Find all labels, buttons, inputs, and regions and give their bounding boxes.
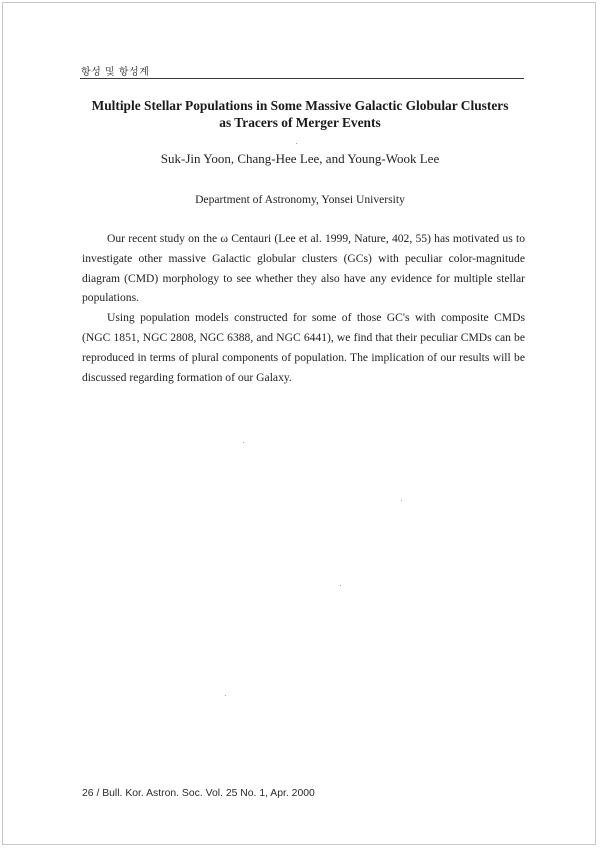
page-footer: 26 / Bull. Kor. Astron. Soc. Vol. 25 No. 1, Apr. 2000 — [82, 788, 315, 799]
scan-speck — [401, 500, 402, 501]
abstract-paragraph-1: Our recent study on the ω Centauri (Lee et al. 1999, Nature, 402, 55) has motivated us to investigate other massive Galactic globular clusters (GCs) with peculiar color-magnitude diagram (CMD) morphology to see whether they also have any evidence for multiple stellar populations. — [82, 232, 525, 305]
abstract-body — [82, 229, 525, 387]
scan-speck — [340, 585, 341, 586]
abstract-paragraph-2: Using population models constructed for some of those GC's with composite CMDs (NGC 1851, NGC 2808, NGC 6388, and NGC 6441), we find that their peculiar CMDs can be reproduced in terms of plural components of population. The implication of our results will be discussed regarding formation of our Galaxy. — [82, 311, 525, 384]
header-rule — [80, 78, 524, 79]
scan-speck — [225, 695, 226, 696]
scan-speck — [243, 442, 244, 443]
title-line-2: as Tracers of Merger Events — [219, 115, 381, 130]
scan-speck — [296, 143, 297, 144]
title-line-1: Multiple Stellar Populations in Some Massive Galactic Globular Clusters — [91, 98, 509, 113]
author-list: Suk-Jin Yoon, Chang-Hee Lee, and Young-Wook Lee — [160, 151, 440, 166]
running-head: 항성 및 항성계 — [81, 67, 150, 78]
paper-title — [70, 97, 530, 131]
affiliation: Department of Astronomy, Yonsei University — [195, 193, 405, 206]
